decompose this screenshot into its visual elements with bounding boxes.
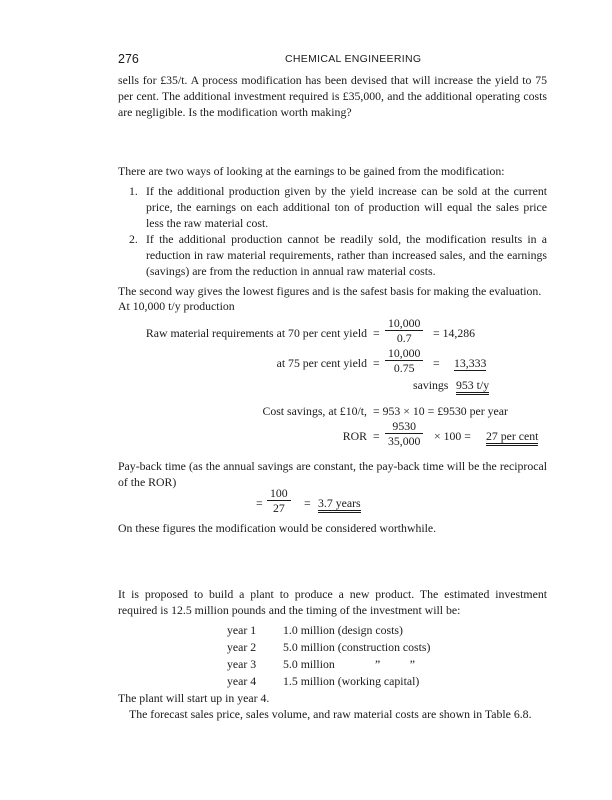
schedule-year: year 1 [227, 623, 257, 637]
schedule-year: year 2 [227, 640, 257, 654]
savings-value: 953 t/y [456, 378, 489, 392]
row1-result: = 14,286 [433, 326, 476, 340]
ror-eq: = [373, 429, 380, 443]
row2-denominator: 0.75 [393, 361, 415, 375]
ror-label: ROR [342, 429, 367, 443]
schedule-amount: 5.0 million (construction costs) [283, 640, 431, 654]
schedule-row [227, 656, 430, 673]
row2-numerator: 10,000 [385, 346, 423, 361]
schedule-year: year 4 [227, 674, 257, 688]
row1-label: Raw material requirements at 70 per cent yield [145, 326, 367, 340]
schedule-ditto: ” ” [375, 657, 415, 671]
schedule-amount: 1.5 million (working capital) [283, 674, 420, 688]
row1-denominator: 0.7 [396, 331, 412, 345]
solution-intro: There are two ways of looking at the earnings to be gained from the modification: [118, 164, 505, 178]
schedule-amount: 5.0 million [283, 657, 335, 671]
payback-numerator: 100 [267, 486, 291, 501]
payback-denominator: 27 [272, 501, 285, 515]
page-number: 276 [118, 52, 139, 66]
row2-fraction [385, 346, 423, 375]
savings-label: savings [413, 378, 449, 392]
plant-intro: It is proposed to build a plant to produce a new product. The estimated investment required is 12.5 million pounds and the timing of the investment will be: [118, 587, 547, 617]
row2-result: 13,333 [454, 356, 487, 370]
schedule-year: year 3 [227, 657, 257, 671]
ror-mult: × 100 = [434, 429, 471, 443]
cost-expr: = 953 × 10 = £9530 per year [373, 404, 508, 418]
list-text: If the additional production cannot be readily sold, the modification results in a reduction in raw material requirements, rather than increased sales, and the earnings (savings) are from the reduction in annual raw material costs. [146, 232, 547, 278]
row1-fraction [385, 316, 423, 345]
cost-label: Cost savings, at £10/t, [262, 404, 367, 418]
row1-numerator: 10,000 [385, 316, 423, 331]
running-title: CHEMICAL ENGINEERING [285, 53, 422, 65]
payback-text: Pay-back time (as the annual savings are constant, the pay-back time will be the reciprocal of the ROR) [118, 459, 547, 489]
list-number: 1. [129, 184, 138, 198]
list-item [118, 231, 547, 279]
investment-schedule [227, 622, 430, 690]
basis-text: At 10,000 t/y production [118, 299, 235, 313]
conclusion: On these figures the modification would be considered worthwhile. [118, 521, 437, 535]
problem-statement: sells for £35/t. A process modification has been devised that will increase the yield to 75 per cent. The additional investment required is £35,000, and the additional operating costs are negligible. Is the modification worth making? [118, 73, 547, 119]
ways-list [118, 183, 547, 279]
ror-fraction [385, 419, 423, 448]
row1-eq: = [373, 326, 380, 340]
ror-result: 27 per cent [486, 429, 538, 443]
list-item [118, 183, 547, 231]
ror-numerator: 9530 [385, 419, 423, 434]
list-number: 2. [129, 232, 138, 246]
ror-denominator: 35,000 [388, 434, 421, 448]
payback-result: 3.7 years [318, 496, 361, 510]
row2-label: at 75 per cent yield [276, 356, 367, 370]
second-way-text: The second way gives the lowest figures and is the safest basis for making the evaluation. [118, 284, 542, 298]
schedule-row [227, 639, 430, 656]
row2-eq: = [373, 356, 380, 370]
row2-eq2: = [433, 356, 440, 370]
list-text: If the additional production given by the yield increase can be sold at the current price, the earnings on each additional ton of production will equal the sales price less the raw material cost. [146, 184, 547, 230]
forecast-text: The forecast sales price, sales volume, and raw material costs are shown in Table 6.8. [129, 707, 532, 721]
schedule-row [227, 622, 430, 639]
schedule-amount: 1.0 million (design costs) [283, 623, 403, 637]
startup-text: The plant will start up in year 4. [118, 691, 270, 705]
payback-fraction [267, 486, 291, 515]
payback-eq2: = [304, 496, 311, 510]
payback-eq: = [256, 496, 263, 510]
schedule-row [227, 673, 430, 690]
